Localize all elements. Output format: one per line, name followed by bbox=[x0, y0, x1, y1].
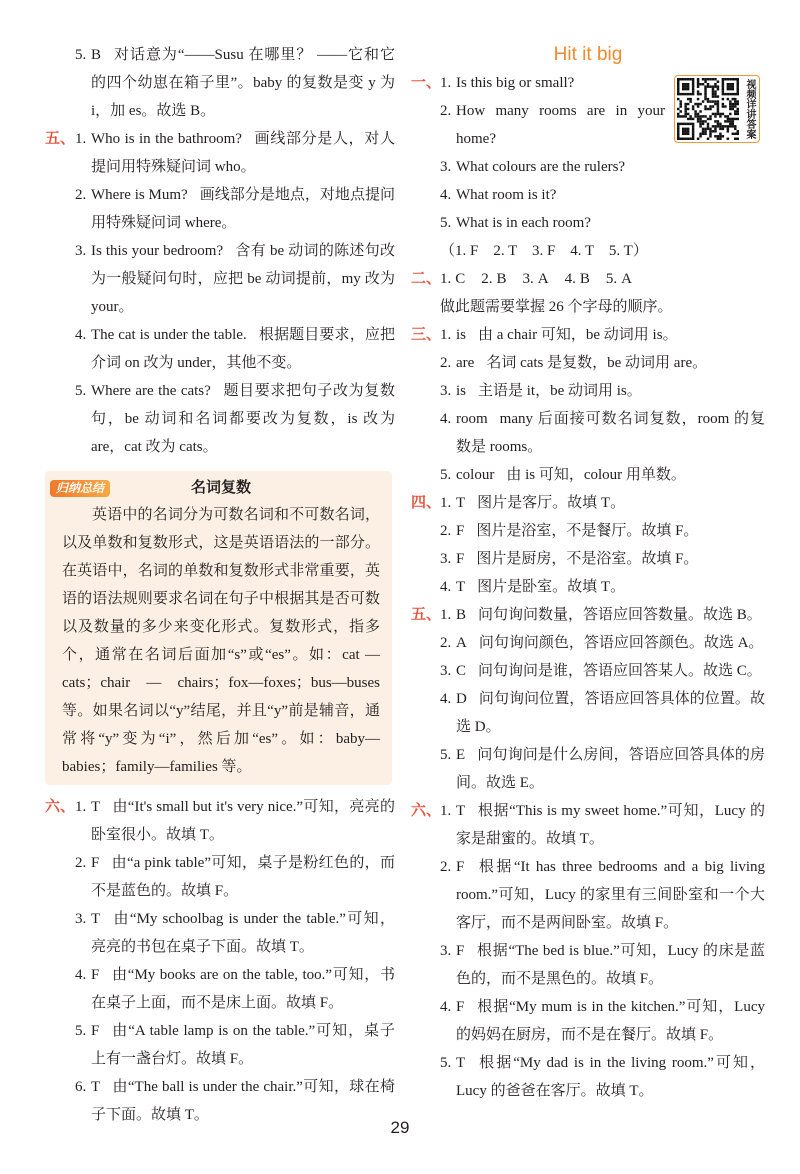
answer-item bbox=[440, 517, 765, 545]
item-answer: B bbox=[91, 47, 102, 63]
item-answer: The cat is under the table. bbox=[91, 327, 247, 343]
item-body bbox=[456, 937, 765, 993]
item-answer: Is this big or small? bbox=[456, 75, 575, 91]
item-number: 4. bbox=[440, 579, 452, 595]
item-body bbox=[91, 1017, 395, 1073]
section-label: 二、 bbox=[411, 271, 442, 287]
item-answer: D bbox=[456, 691, 467, 707]
item-number: 4. bbox=[440, 187, 452, 203]
answer-item bbox=[440, 797, 765, 853]
item-number: 5. bbox=[440, 747, 452, 763]
item-answer: T bbox=[91, 799, 101, 815]
item-answer: A bbox=[456, 635, 467, 651]
item-number: 5. bbox=[605, 271, 618, 287]
summary-header bbox=[56, 475, 380, 501]
item-number: 3. bbox=[75, 911, 87, 927]
item-number: 1. bbox=[440, 607, 452, 623]
item-explanation: 由“My schoolbag is under the table.”可知，亮亮的书包在桌子下面。故填 T。 bbox=[91, 911, 395, 955]
item-body bbox=[456, 461, 765, 489]
item-explanation: 问句询问位置，答语应回答具体的位置。故选 D。 bbox=[456, 691, 765, 735]
item-answer: Where is Mum? bbox=[91, 187, 188, 203]
answer-section-5 bbox=[411, 601, 765, 797]
item-explanation: 根据“This is my sweet home.”可知，Lucy 的家是甜蜜的。故填 T。 bbox=[456, 803, 765, 847]
item-answer: F bbox=[91, 1023, 100, 1039]
answer-section-2 bbox=[411, 265, 765, 321]
answer-item bbox=[440, 153, 765, 181]
answer-section-3 bbox=[411, 321, 765, 489]
item-answer: B bbox=[456, 607, 467, 623]
answer-item bbox=[440, 321, 765, 349]
answer-item bbox=[440, 405, 765, 461]
item-number: 2. bbox=[440, 103, 452, 119]
item-number: 1. bbox=[75, 799, 87, 815]
answer-item bbox=[75, 41, 395, 125]
item-answer: B bbox=[496, 271, 507, 287]
item-explanation: 根据“My mum is in the kitchen.”可知，Lucy 的妈妈在厨房，而不是在餐厅。故填 F。 bbox=[456, 999, 765, 1043]
section-items bbox=[75, 793, 395, 1129]
item-number: 5. bbox=[440, 467, 452, 483]
section-items bbox=[440, 601, 765, 797]
item-answer: A bbox=[621, 271, 632, 287]
right-column bbox=[411, 41, 765, 1105]
item-answer: E bbox=[456, 747, 466, 763]
qr-code bbox=[674, 75, 760, 143]
item-explanation: 问句询问是什么房间，答语应回答具体的房间。故选 E。 bbox=[456, 747, 765, 791]
item-answer: T bbox=[456, 579, 466, 595]
section-label: 三、 bbox=[411, 327, 442, 343]
item-body bbox=[456, 181, 765, 209]
item-explanation: 图片是浴室，不是餐厅。故填 F。 bbox=[476, 523, 699, 539]
answer-item bbox=[75, 905, 395, 961]
answer-item bbox=[440, 601, 765, 629]
item-body bbox=[456, 685, 765, 741]
item-explanation: 图片是厨房，不是浴室。故填 F。 bbox=[476, 551, 699, 567]
item-answer: What colours are the rulers? bbox=[456, 159, 626, 175]
item-body bbox=[91, 961, 395, 1017]
item-answer: are bbox=[456, 355, 475, 371]
item-body bbox=[456, 489, 765, 517]
section-label: 六、 bbox=[45, 799, 76, 815]
section-items bbox=[440, 797, 765, 1105]
item-number: 2. bbox=[440, 355, 452, 371]
item-number: 3. bbox=[75, 243, 87, 259]
item-body bbox=[456, 601, 765, 629]
item-body bbox=[91, 125, 395, 181]
answer-section-carry bbox=[45, 41, 395, 125]
item-answer: B bbox=[579, 271, 590, 287]
item-explanation: 问句询问颜色，答语应回答颜色。故选 A。 bbox=[478, 635, 764, 651]
item-answer: Who is in the bathroom? bbox=[91, 131, 242, 147]
item-answer: What is in each room? bbox=[456, 215, 591, 231]
answer-item bbox=[440, 741, 765, 797]
item-answer: F bbox=[91, 855, 100, 871]
qr-caption: 视频详讲答案 bbox=[744, 79, 755, 139]
item-explanation: 图片是客厅。故填 T。 bbox=[477, 495, 626, 511]
answer-pair bbox=[606, 271, 632, 287]
answer-item bbox=[440, 937, 765, 993]
item-number: 1. bbox=[440, 327, 452, 343]
item-body bbox=[91, 905, 395, 961]
item-body bbox=[456, 853, 765, 937]
item-explanation: many 后面接可数名词复数，room 的复数是 rooms。 bbox=[456, 411, 765, 455]
answer-item bbox=[75, 961, 395, 1017]
item-answer: How many rooms are in your home? bbox=[456, 103, 665, 147]
section-label: 四、 bbox=[411, 495, 442, 511]
item-body bbox=[91, 793, 395, 849]
item-explanation: 主语是 it，be 动词用 is。 bbox=[478, 383, 642, 399]
item-number: 1. bbox=[440, 271, 452, 287]
item-body bbox=[456, 321, 765, 349]
answer-item bbox=[440, 461, 765, 489]
item-body bbox=[456, 209, 765, 237]
section-note: 做此题需要掌握 26 个字母的顺序。 bbox=[440, 299, 673, 315]
item-body bbox=[456, 993, 765, 1049]
answer-section-6 bbox=[411, 797, 765, 1105]
item-answer: room bbox=[456, 411, 488, 427]
item-answer: colour bbox=[456, 467, 495, 483]
item-answer: is bbox=[456, 383, 467, 399]
answer-row bbox=[440, 265, 765, 293]
answer-item bbox=[75, 793, 395, 849]
item-number: 3. bbox=[522, 271, 534, 287]
answer-item bbox=[75, 321, 395, 377]
item-answer: F bbox=[456, 523, 465, 539]
item-body bbox=[456, 377, 765, 405]
item-explanation: 根据“The bed is blue.”可知，Lucy 的床是蓝色的，而不是黑色的。故填 F。 bbox=[456, 943, 765, 987]
item-number: 5. bbox=[75, 1023, 87, 1039]
item-explanation: 含有 be 动词的陈述句改为一般疑问句时，应把 be 动词提前，my 改为 your。 bbox=[91, 243, 395, 315]
item-number: 5. bbox=[440, 215, 452, 231]
answer-item bbox=[440, 629, 765, 657]
item-explanation: 问句询问数量，答语应回答数量。故选 B。 bbox=[478, 607, 762, 623]
answer-item bbox=[440, 349, 765, 377]
answer-item bbox=[75, 237, 395, 321]
answer-pair bbox=[481, 271, 506, 287]
answer-item bbox=[440, 685, 765, 741]
item-number: 4. bbox=[75, 967, 87, 983]
item-number: 4. bbox=[440, 691, 452, 707]
answer-item bbox=[440, 545, 765, 573]
item-number: 4. bbox=[564, 271, 576, 287]
item-explanation: 图片是卧室。故填 T。 bbox=[477, 579, 626, 595]
item-number: 2. bbox=[440, 859, 452, 875]
item-number: 5. bbox=[75, 383, 87, 399]
item-explanation: 由“It's small but it's very nice.”可知，亮亮的卧室很小。故填 T。 bbox=[91, 799, 395, 843]
item-answer: A bbox=[537, 271, 549, 287]
answer-item bbox=[440, 377, 765, 405]
answer-item bbox=[440, 1049, 765, 1105]
item-explanation: 根据“My dad is in the living room.”可知，Lucy 的爸爸在客厅。故填 T。 bbox=[456, 1055, 765, 1099]
item-body bbox=[456, 545, 765, 573]
item-number: 2. bbox=[75, 187, 87, 203]
answer-item bbox=[440, 209, 765, 237]
item-number: 1. bbox=[75, 131, 87, 147]
item-body bbox=[456, 349, 765, 377]
item-number: 2. bbox=[75, 855, 87, 871]
item-answer: T bbox=[91, 1079, 101, 1095]
section-heading: Hit it big bbox=[553, 44, 623, 65]
item-explanation: 由“a pink table”可知，桌子是粉红色的，而不是蓝色的。故填 F。 bbox=[91, 855, 395, 899]
item-body bbox=[91, 321, 395, 377]
item-answer: T bbox=[456, 495, 466, 511]
answer-item bbox=[440, 657, 765, 685]
item-body bbox=[456, 153, 765, 181]
item-answer: T bbox=[456, 803, 466, 819]
page-number: 29 bbox=[390, 1118, 410, 1137]
answer-section-4 bbox=[411, 489, 765, 601]
item-explanation: 由 is 可知，colour 用单数。 bbox=[506, 467, 686, 483]
item-answer: is bbox=[456, 327, 467, 343]
section-items bbox=[440, 265, 765, 321]
item-number: 2. bbox=[481, 271, 493, 287]
section-label: 一、 bbox=[411, 75, 442, 91]
section-items bbox=[440, 489, 765, 601]
qr-code-image bbox=[677, 78, 739, 140]
item-number: 4. bbox=[440, 999, 452, 1015]
item-explanation: 根据“It has three bedrooms and a big living room.”可知，Lucy 的家里有三间卧室和一个大客厅，而不是两间卧室。故填 F。 bbox=[456, 859, 765, 931]
item-answer: T bbox=[91, 911, 101, 927]
item-number: 1. bbox=[440, 803, 452, 819]
item-answer: F bbox=[456, 551, 465, 567]
answer-item bbox=[75, 125, 395, 181]
summary-title: 名词复数 bbox=[190, 480, 251, 496]
item-body bbox=[91, 237, 395, 321]
left-column bbox=[45, 41, 395, 1129]
item-body bbox=[456, 405, 765, 461]
item-answer: T bbox=[456, 1055, 466, 1071]
item-explanation: 由“A table lamp is on the table.”可知，桌子上有一盏台灯。故填 F。 bbox=[91, 1023, 395, 1067]
item-explanation: 画线部分是地点，对地点提问用特殊疑问词 where。 bbox=[91, 187, 395, 231]
item-body bbox=[456, 797, 765, 853]
item-answer: F bbox=[456, 943, 465, 959]
item-explanation: 对话意为“——Susu 在哪里？ ——它和它的四个幼崽在箱子里”。baby 的复数是变 y 为 i，加 es。故选 B。 bbox=[91, 47, 395, 119]
section-items bbox=[440, 321, 765, 489]
summary-tag: 归纳总结 bbox=[50, 480, 110, 497]
item-number: 2. bbox=[440, 635, 452, 651]
answer-item bbox=[440, 853, 765, 937]
item-body bbox=[456, 657, 765, 685]
item-number: 3. bbox=[440, 551, 452, 567]
item-explanation: 名词 cats 是复数，be 动词用 are。 bbox=[486, 355, 708, 371]
item-number: 1. bbox=[440, 495, 452, 511]
item-number: 4. bbox=[75, 327, 87, 343]
section-label: 六、 bbox=[411, 803, 442, 819]
answer-pair bbox=[523, 271, 549, 287]
section-items bbox=[75, 125, 395, 461]
item-body bbox=[91, 181, 395, 237]
summary-text: 英语中的名词分为可数名词和不可数名词，以及单数和复数形式，这是英语语法的一部分。在英语中，名词的单数和复数形式非常重要，英语的语法规则要求名词在句子中根据其是否可数以及数量的多少来变化形式。复数形式，指多个，通常在名词后面加“s”或“es”。如：cat — cats；chair — chairs；fox—foxes；bus—buses 等。如果名词以“y”结尾，并且“y”前是辅音，通常将“y”变为“i”，然后加“es”。如：baby—babies；family—families 等。 bbox=[62, 507, 380, 775]
item-answer: C bbox=[456, 663, 467, 679]
item-number: 1. bbox=[440, 75, 452, 91]
answer-summary-line: （1. F 2. T 3. F 4. T 5. T） bbox=[440, 243, 648, 259]
item-body bbox=[456, 741, 765, 797]
item-explanation: 由 a chair 可知，be 动词用 is。 bbox=[478, 327, 678, 343]
answer-item bbox=[75, 377, 395, 461]
answer-item bbox=[75, 1017, 395, 1073]
item-explanation: 画线部分是人，对人提问用特殊疑问词 who。 bbox=[91, 131, 395, 175]
item-answer: Where are the cats? bbox=[91, 383, 211, 399]
section-items bbox=[75, 41, 395, 125]
item-explanation: 根据题目要求，应把介词 on 改为 under，其他不变。 bbox=[91, 327, 395, 371]
answer-section-6 bbox=[45, 793, 395, 1129]
item-body bbox=[91, 377, 395, 461]
item-explanation: 由“My books are on the table, too.”可知，书在桌子上面，而不是床上面。故填 F。 bbox=[91, 967, 395, 1011]
item-answer: F bbox=[456, 859, 465, 875]
item-body bbox=[456, 1049, 765, 1105]
item-number: 3. bbox=[440, 383, 452, 399]
item-number: 2. bbox=[440, 523, 452, 539]
answer-section-5 bbox=[45, 125, 395, 461]
item-number: 3. bbox=[440, 663, 452, 679]
item-number: 6. bbox=[75, 1079, 87, 1095]
item-body bbox=[91, 849, 395, 905]
item-explanation: 题目要求把句子改为复数句，be 动词和名词都要改为复数，is 改为 are，cat 改为 cats。 bbox=[91, 383, 395, 455]
item-answer: F bbox=[91, 967, 100, 983]
item-number: 5. bbox=[440, 1055, 452, 1071]
answer-item bbox=[75, 181, 395, 237]
answer-item bbox=[440, 489, 765, 517]
section-label: 五、 bbox=[45, 131, 76, 147]
section-label: 五、 bbox=[411, 607, 442, 623]
answer-pair bbox=[565, 271, 590, 287]
answer-item bbox=[440, 181, 765, 209]
summary-box bbox=[45, 471, 392, 785]
item-body bbox=[456, 629, 765, 657]
item-answer: What room is it? bbox=[456, 187, 557, 203]
item-explanation: 问句询问是谁，答语应回答某人。故选 C。 bbox=[478, 663, 762, 679]
answer-item bbox=[440, 573, 765, 601]
item-number: 3. bbox=[440, 159, 452, 175]
item-answer: F bbox=[456, 999, 465, 1015]
item-answer: Is this your bedroom? bbox=[91, 243, 224, 259]
item-number: 4. bbox=[440, 411, 452, 427]
item-body bbox=[456, 573, 765, 601]
answer-item bbox=[440, 993, 765, 1049]
answer-pair bbox=[440, 271, 465, 287]
item-answer: C bbox=[455, 271, 466, 287]
item-body bbox=[456, 517, 765, 545]
item-number: 5. bbox=[75, 47, 87, 63]
item-explanation: 由“The ball is under the chair.”可知，球在椅子下面。故填 T。 bbox=[91, 1079, 395, 1123]
item-number: 3. bbox=[440, 943, 452, 959]
answer-item bbox=[75, 849, 395, 905]
item-body bbox=[91, 41, 395, 125]
